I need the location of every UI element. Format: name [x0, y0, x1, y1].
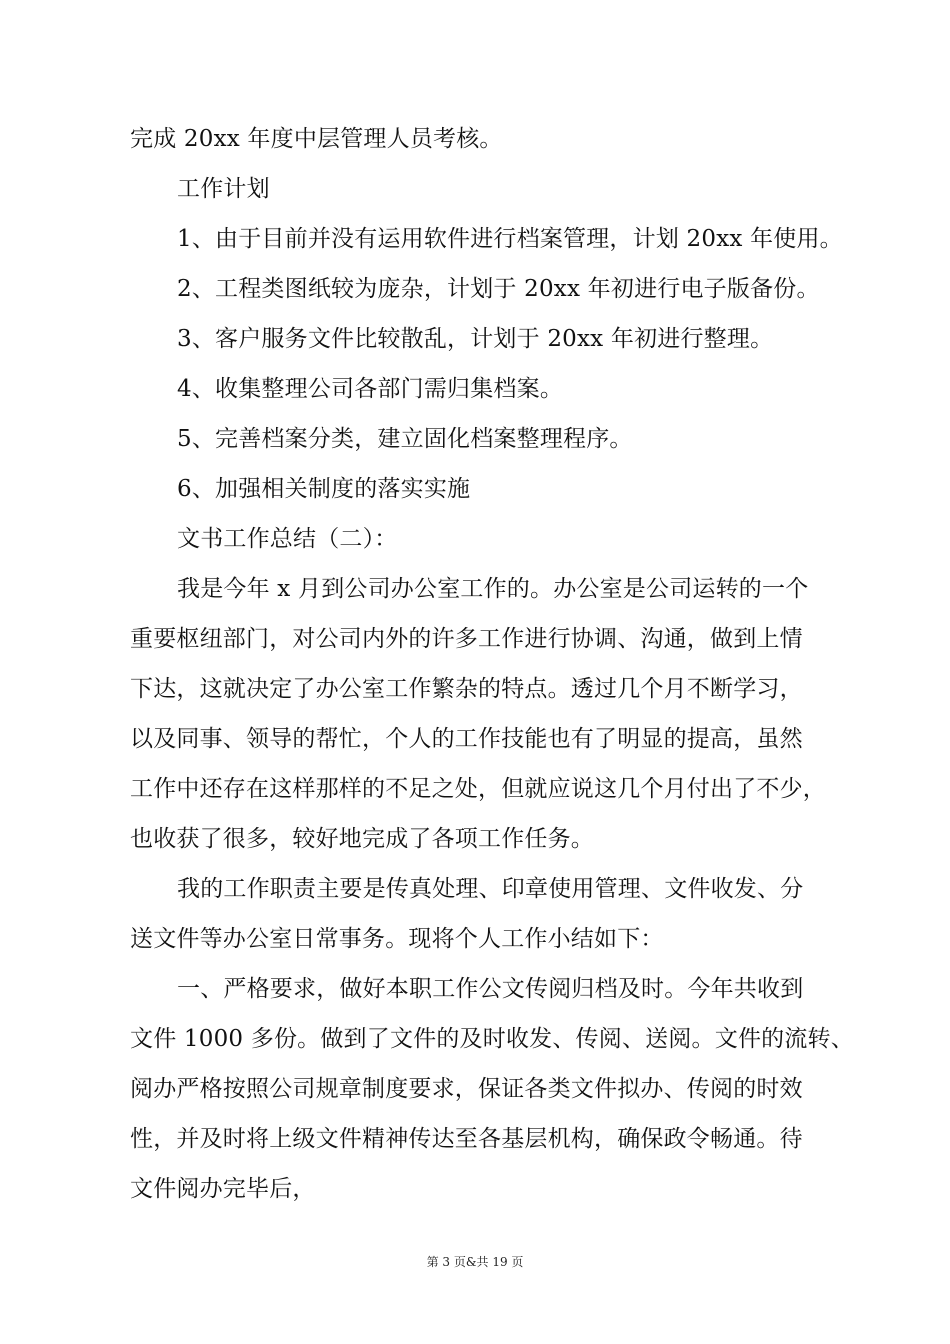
paragraph-line: 我的工作职责主要是传真处理、印章使用管理、文件收发、分	[177, 876, 804, 902]
paragraph-line: 文件阅办完毕后，	[130, 1176, 316, 1202]
plan-item: 1、由于目前并没有运用软件进行档案管理，计划 20xx 年使用。	[177, 226, 843, 252]
section-heading: 文书工作总结（二）：	[177, 526, 398, 552]
plan-item: 2、工程类图纸较为庞杂，计划于 20xx 年初进行电子版备份。	[177, 276, 820, 302]
paragraph-line: 我是今年 x 月到公司办公室工作的。办公室是公司运转的一个	[177, 576, 809, 602]
paragraph-line: 也收获了很多，较好地完成了各项工作任务。	[130, 826, 594, 852]
document-body	[130, 114, 854, 1214]
paragraph-line: 阅办严格按照公司规章制度要求，保证各类文件拟办、传阅的时效	[130, 1076, 803, 1102]
plan-item: 5、完善档案分类，建立固化档案整理程序。	[177, 426, 633, 452]
plan-item: 4、收集整理公司各部门需归集档案。	[177, 376, 564, 402]
paragraph-line: 以及同事、领导的帮忙，个人的工作技能也有了明显的提高，虽然	[130, 726, 803, 752]
section-heading: 工作计划	[177, 176, 270, 202]
paragraph-line: 文件 1000 多份。做到了文件的及时收发、传阅、送阅。文件的流转、	[130, 1026, 854, 1052]
page-footer: 第 3 页&共 19 页	[426, 1255, 524, 1269]
paragraph-line: 送文件等办公室日常事务。现将个人工作小结如下：	[130, 926, 664, 952]
plan-item: 6、加强相关制度的落实实施	[177, 476, 471, 502]
paragraph-line: 一、严格要求，做好本职工作公文传阅归档及时。今年共收到	[177, 976, 804, 1002]
text-line: 完成 20xx 年度中层管理人员考核。	[130, 126, 503, 152]
plan-item: 3、客户服务文件比较散乱，计划于 20xx 年初进行整理。	[177, 326, 774, 352]
paragraph-line: 下达，这就决定了办公室工作繁杂的特点。透过几个月不断学习，	[130, 676, 803, 702]
paragraph-line: 重要枢纽部门，对公司内外的许多工作进行协调、沟通，做到上情	[130, 626, 803, 652]
paragraph-line: 性，并及时将上级文件精神传达至各基层机构，确保政令畅通。待	[130, 1126, 803, 1152]
paragraph-line: 工作中还存在这样那样的不足之处，但就应说这几个月付出了不少，	[130, 776, 826, 802]
